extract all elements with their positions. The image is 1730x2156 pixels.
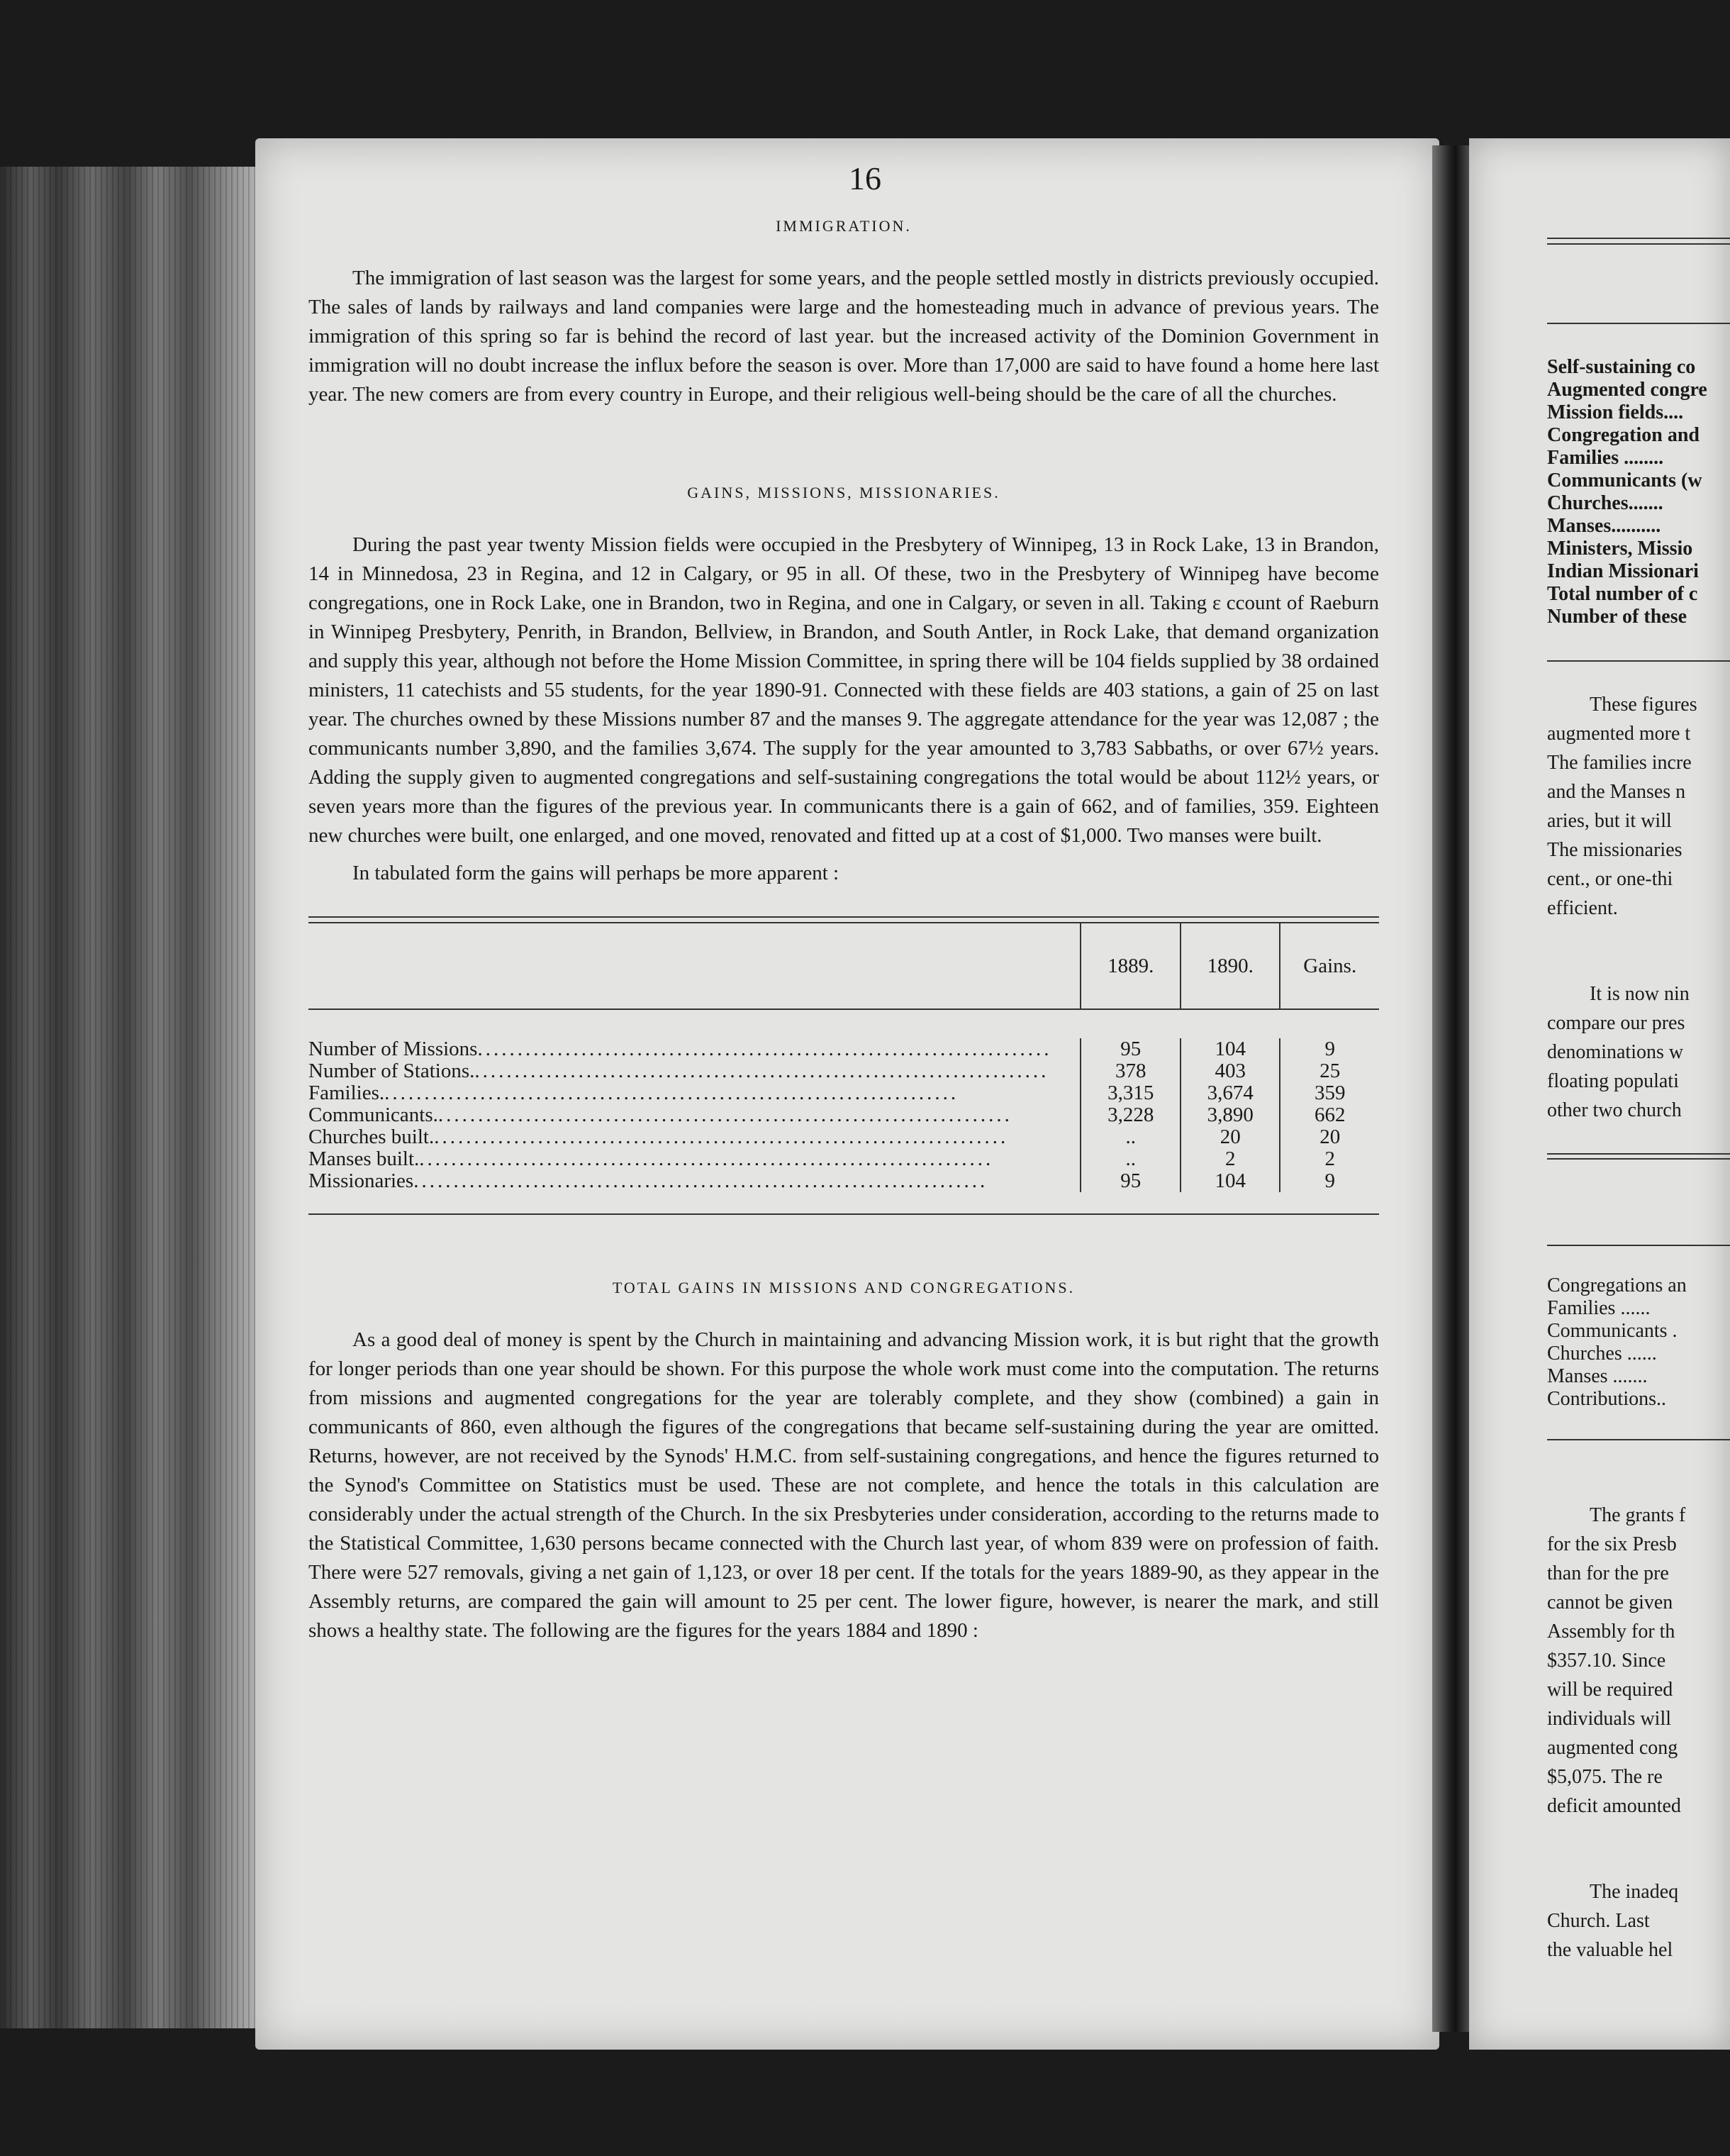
table-row: Number of Stations. ........................................................................ [308,1060,1049,1082]
right-page-line: augmented cong [1547,1737,1678,1759]
table-row: Manses built. ........................................................................ [308,1148,994,1170]
right-page-line: and the Manses n [1547,781,1686,803]
book-gutter [1432,145,1471,2032]
book-page-edges [0,167,262,2028]
right-page-line: The inadeq [1590,1881,1679,1903]
right-page-line: These figures [1590,694,1697,716]
right-page-line: compare our pres [1547,1012,1685,1034]
right-page-line: efficient. [1547,897,1618,919]
column-1889: 95 378 3,315 3,228 .. .. 95 [1080,1038,1180,1192]
right-page-line: Assembly for th [1547,1621,1675,1643]
right-page-line: individuals will [1547,1708,1671,1730]
right-page-line: for the six Presb [1547,1533,1677,1555]
right-page-line: floating populati [1547,1070,1679,1092]
gains-table [308,916,1379,1215]
right-page-line: $5,075. The re [1547,1766,1663,1788]
right-page-line: Total number of c [1547,583,1698,605]
right-page-line: Manses.......... [1547,515,1661,537]
right-page-line: Church. Last [1547,1910,1650,1932]
left-page [255,138,1439,2050]
right-paragraph-3 [1547,1501,1730,1821]
right-page-line: cannot be given [1547,1591,1673,1613]
right-page-line: the valuable hel [1547,1939,1673,1961]
right-paragraph-4 [1547,1877,1730,1965]
table-header [308,923,1379,1010]
right-page-line: It is now nin [1590,983,1690,1005]
table-row: Missionaries ........................................................................ [308,1170,988,1192]
right-page-line: Families ...... [1547,1297,1651,1319]
right-page-line: Congregations an [1547,1274,1687,1296]
right-page-line: cent., or one-thi [1547,868,1673,890]
right-page-line: Communicants (w [1547,469,1702,491]
right-page-line: Augmented congre [1547,379,1707,401]
right-page-line: other two church [1547,1099,1682,1121]
right-page-line: will be required [1547,1679,1673,1701]
immigration-heading: IMMIGRATION. [776,217,912,235]
right-paragraph-2 [1547,979,1730,1125]
header-1890: 1890. [1180,923,1280,1008]
right-page [1469,138,1730,2050]
right-page-line: Congregation and [1547,424,1700,446]
right-page-line: The missionaries [1547,839,1682,861]
right-page-line: Ministers, Missio [1547,538,1693,560]
right-page-content [1547,138,1730,1965]
right-paragraph-1 [1547,690,1730,923]
right-page-line: Communicants . [1547,1320,1678,1342]
page-number: 16 [849,160,881,196]
right-list-2 [1547,1274,1730,1411]
right-page-line: Churches....... [1547,492,1663,514]
right-page-line: The grants f [1590,1504,1686,1526]
column-gains: 9 25 359 662 20 2 9 [1279,1038,1379,1192]
total-gains-heading: TOTAL GAINS IN MISSIONS AND CONGREGATIONS. [612,1279,1076,1296]
left-page-content [308,160,1379,1645]
right-page-line: Number of these [1547,606,1687,628]
table-intro: In tabulated form the gains will perhaps be more apparent : [352,862,839,884]
right-page-line: Families ........ [1547,447,1664,469]
right-page-line: than for the pre [1547,1562,1669,1584]
immigration-paragraph: The immigration of last season was the largest for some years, and the people settled mostly in districts previously occupied. The sales of lands by railways and land companies were large and the homesteading much in advance of previous years. The immigration of this spring so far is behind the record of last year. but the increased activity of the Dominion Government in immigration will no doubt increase the influx before the season is over. More than 17,000 are said to have found a home here last year. The new comers are from every country in Europe, and their religious well-being should be the care of all the churches. [308,267,1379,406]
right-page-line: $357.10. Since [1547,1650,1666,1672]
right-page-line: Contributions.. [1547,1388,1667,1410]
table-row: Communicants. ........................................................................ [308,1104,1012,1126]
table-row: Number of Missions ........................................................................ [308,1038,1052,1060]
gains-heading: GAINS, MISSIONS, MISSIONARIES. [687,484,1000,501]
header-gains: Gains. [1279,923,1379,1008]
table-body [308,1010,1379,1192]
right-page-line: Manses ....... [1547,1365,1648,1387]
total-gains-paragraph: As a good deal of money is spent by the Church in maintaining and advancing Mission work, it is but right that the growth for longer periods than one year should be shown. For this purpose the whole work must come into the computation. The returns from missions and augmented congregations for the year are tolerably complete, and they show (combined) a gain in communicants of 860, even although the figures of the congregations that became self-sustaining during the year are omitted. Returns, however, are not received by the Synods' H.M.C. from self-sustaining congregations, and hence the figures returned to the Synod's Committee on Statistics must be used. These are not complete, and hence the totals in this calculation are considerably under the actual strength of the Church. In the six Presbyteries under consideration, according to the returns made to the Statistical Committee, 1,630 persons became connected with the Church last year, of whom 839 were on profession of faith. There were 527 removals, giving a net gain of 1,123, or over 18 per cent. If the totals for the years 1889-90, as they appear in the Assembly returns, are compared the gain will amount to 25 per cent. The lower figure, however, is nearer the mark, and still shows a healthy state. The following are the figures for the years 1884 and 1890 : [308,1328,1379,1642]
right-page-line: deficit amounted [1547,1795,1681,1817]
right-page-line: denominations w [1547,1041,1684,1063]
right-page-line: Indian Missionari [1547,560,1699,582]
column-1890: 104 403 3,674 3,890 20 2 104 [1180,1038,1280,1192]
row-labels [308,1038,1080,1192]
right-page-line: Self-sustaining co [1547,356,1696,378]
right-page-line: Churches ...... [1547,1343,1657,1365]
right-list-1 [1547,356,1730,628]
gains-paragraph: During the past year twenty Mission fields were occupied in the Presbytery of Winnipeg, 13 in Rock Lake, 13 in Brandon, 14 in Minnedosa, 23 in Regina, and 12 in Calgary, or 95 in all. Of these, two in the Presbytery of Winnipeg have become congregations, one in Rock Lake, one in Brandon, two in Regina, and one in Calgary, or seven in all. Taking ε ccount of Raeburn in Winnipeg Presbytery, Penrith, in Brandon, Bellview, in Brandon, and South Antler, in Rock Lake, that demand organization and supply this year, although not before the Home Mission Committee, in spring there will be 104 fields supplied by 38 ordained ministers, 11 catechists and 55 students, for the year 1890-91. Connected with these fields are 403 stations, a gain of 25 on last year. The churches owned by these Missions number 87 and the manses 9. The aggregate attendance for the year was 12,087 ; the communicants number 3,890, and the families 3,674. The supply for the year amounted to 3,783 Sabbaths, or over 67½ years. Adding the supply given to augmented congregations and self-sustaining congregations the total would be about 112½ years, or seven years more than the figures of the previous year. In communicants there is a gain of 662, and of families, 359. Eighteen new churches were built, one enlarged, and one moved, renovated and fitted up at a cost of $1,000. Two manses were built. [308,533,1379,847]
table-row: Churches built. ........................................................................ [308,1126,1009,1148]
right-page-line: augmented more t [1547,723,1691,745]
right-page-line: The families incre [1547,752,1692,774]
right-page-line: Mission fields.... [1547,401,1684,423]
right-page-line: aries, but it will [1547,810,1672,832]
header-1889: 1889. [1080,923,1180,1008]
table-row: Families. ........................................................................ [308,1082,959,1104]
